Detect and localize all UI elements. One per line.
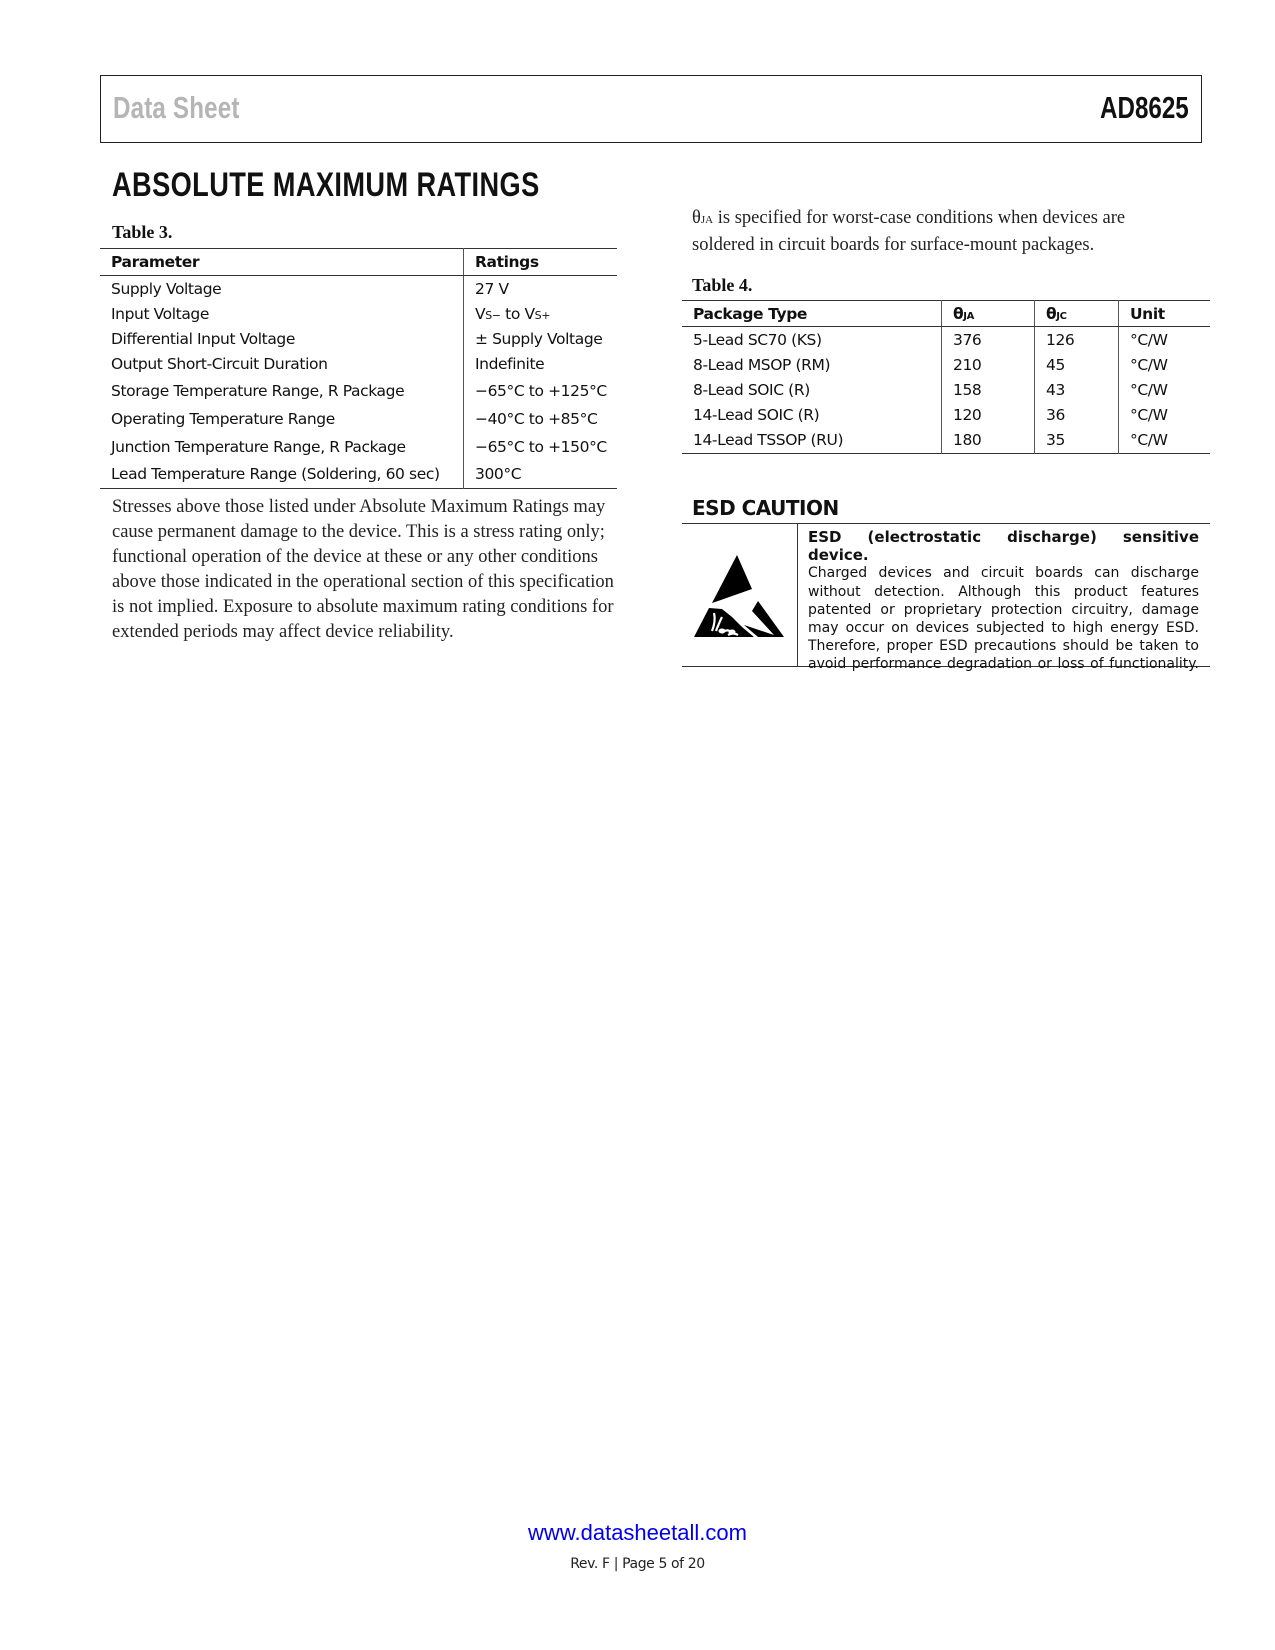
theta-note (692, 206, 1162, 258)
esd-caution-title: ESD CAUTION (692, 496, 839, 520)
unit-cell: °C/W (1130, 431, 1168, 450)
table3-col-parameter: Parameter (100, 249, 464, 276)
esd-warning-icon (692, 551, 787, 641)
table3-col-ratings: Ratings (464, 249, 618, 276)
parameter-cell: Junction Temperature Range, R Package (100, 433, 464, 461)
table-row (100, 352, 617, 377)
theta-ja-cell: 376 (942, 327, 1035, 353)
rating-cell: −40°C to +85°C (475, 409, 598, 428)
theta-jc-cell: 35 (1035, 428, 1119, 454)
theta-ja-cell: 120 (942, 403, 1035, 428)
table-row (100, 301, 617, 326)
theta-jc-cell: 36 (1035, 403, 1119, 428)
parameter-cell: Output Short-Circuit Duration (100, 352, 464, 377)
table-row (682, 352, 1210, 377)
package-cell: 8-Lead MSOP (RM) (682, 352, 942, 377)
table3-caption: Table 3. (112, 222, 173, 242)
header-doc-type: Data Sheet (113, 90, 240, 125)
unit-cell: °C/W (1130, 406, 1168, 425)
theta-jc-cell: 126 (1035, 327, 1119, 353)
table4-col-package: Package Type (682, 301, 942, 327)
rating-cell: Indefinite (475, 355, 545, 374)
parameter-cell: Lead Temperature Range (Soldering, 60 sec) (100, 461, 464, 489)
package-cell: 5-Lead SC70 (KS) (682, 327, 942, 353)
theta-subscript: JA (700, 214, 714, 226)
table-row (682, 403, 1210, 428)
esd-caution-box (682, 523, 1210, 673)
esd-body: Charged devices and circuit boards can discharge without detection. Although this product features patented or proprietary protection circuitry, damage may occur on devices subjected to high energy ESD. Therefore, proper ESD precautions should be taken to avoid performance degradation or loss of functionality. (808, 565, 1199, 673)
theta-symbol: θ (1046, 304, 1057, 323)
theta-ja-cell: 210 (942, 352, 1035, 377)
parameter-cell: Storage Temperature Range, R Package (100, 377, 464, 405)
rating-cell: −65°C to +125°C (475, 381, 607, 400)
theta-subscript: JA (963, 310, 974, 322)
theta-note-text: is specified for worst-case conditions when devices are soldered in circuit boards for surface-mount packages. (692, 208, 1126, 255)
stress-note: Stresses above those listed under Absolute Maximum Ratings may cause permanent damage to the device. This is a stress rating only; functional operation of the device at these or any other conditions above those indicated in the operational section of this specification is not implied. Exposure to absolute maximum rating conditions for extended periods may affect device reliability. (112, 497, 614, 642)
table-row (682, 327, 1210, 353)
theta-symbol: θ (953, 304, 964, 323)
table-row (100, 276, 617, 302)
table4 (682, 300, 1210, 454)
footer-page-info: Rev. F | Page 5 of 20 (570, 1556, 705, 1572)
rating-subscript: S− (485, 308, 501, 322)
rating-cell: −65°C to +150°C (475, 437, 607, 456)
table-row (100, 377, 617, 405)
theta-ja-cell: 180 (942, 428, 1035, 454)
rating-cell: 300°C (475, 465, 522, 484)
package-cell: 14-Lead TSSOP (RU) (682, 428, 942, 454)
table-row (100, 433, 617, 461)
rating-part: V (475, 304, 486, 323)
footer-watermark-link[interactable]: www.datasheetall.com (528, 1520, 747, 1545)
unit-cell: °C/W (1130, 355, 1168, 374)
parameter-cell: Input Voltage (100, 301, 464, 326)
parameter-cell: Differential Input Voltage (100, 326, 464, 351)
table3 (100, 248, 617, 489)
table-row (682, 377, 1210, 402)
package-cell: 14-Lead SOIC (R) (682, 403, 942, 428)
unit-cell: °C/W (1130, 380, 1168, 399)
table4-col-theta-ja (942, 301, 1035, 327)
package-cell: 8-Lead SOIC (R) (682, 377, 942, 402)
theta-jc-cell: 43 (1035, 377, 1119, 402)
header-part-number: AD8625 (1100, 90, 1189, 125)
table-row (100, 326, 617, 351)
rating-cell: ± Supply Voltage (475, 329, 603, 348)
theta-symbol: θ (692, 208, 701, 228)
theta-ja-cell: 158 (942, 377, 1035, 402)
table-row (100, 405, 617, 433)
table-row (682, 428, 1210, 454)
rating-cell: 27 V (475, 279, 509, 298)
unit-cell: °C/W (1130, 330, 1168, 349)
rating-subscript: S+ (534, 308, 551, 322)
rating-part: to V (500, 304, 535, 323)
section-title: ABSOLUTE MAXIMUM RATINGS (112, 166, 540, 204)
table4-header-row (682, 301, 1210, 327)
table3-header-row (100, 249, 617, 276)
table4-col-unit: Unit (1119, 301, 1211, 327)
table-row (100, 461, 617, 489)
esd-lead: ESD (electrostatic discharge) sensitive device. (808, 528, 1199, 565)
parameter-cell: Operating Temperature Range (100, 405, 464, 433)
esd-caution-text (808, 528, 1199, 674)
theta-subscript: JC (1056, 310, 1067, 322)
rating-cell (464, 301, 618, 326)
theta-jc-cell: 45 (1035, 352, 1119, 377)
table4-col-theta-jc (1035, 301, 1119, 327)
parameter-cell: Supply Voltage (100, 276, 464, 302)
table4-caption: Table 4. (692, 275, 753, 295)
esd-icon-cell (682, 524, 798, 666)
page-header (100, 75, 1202, 143)
